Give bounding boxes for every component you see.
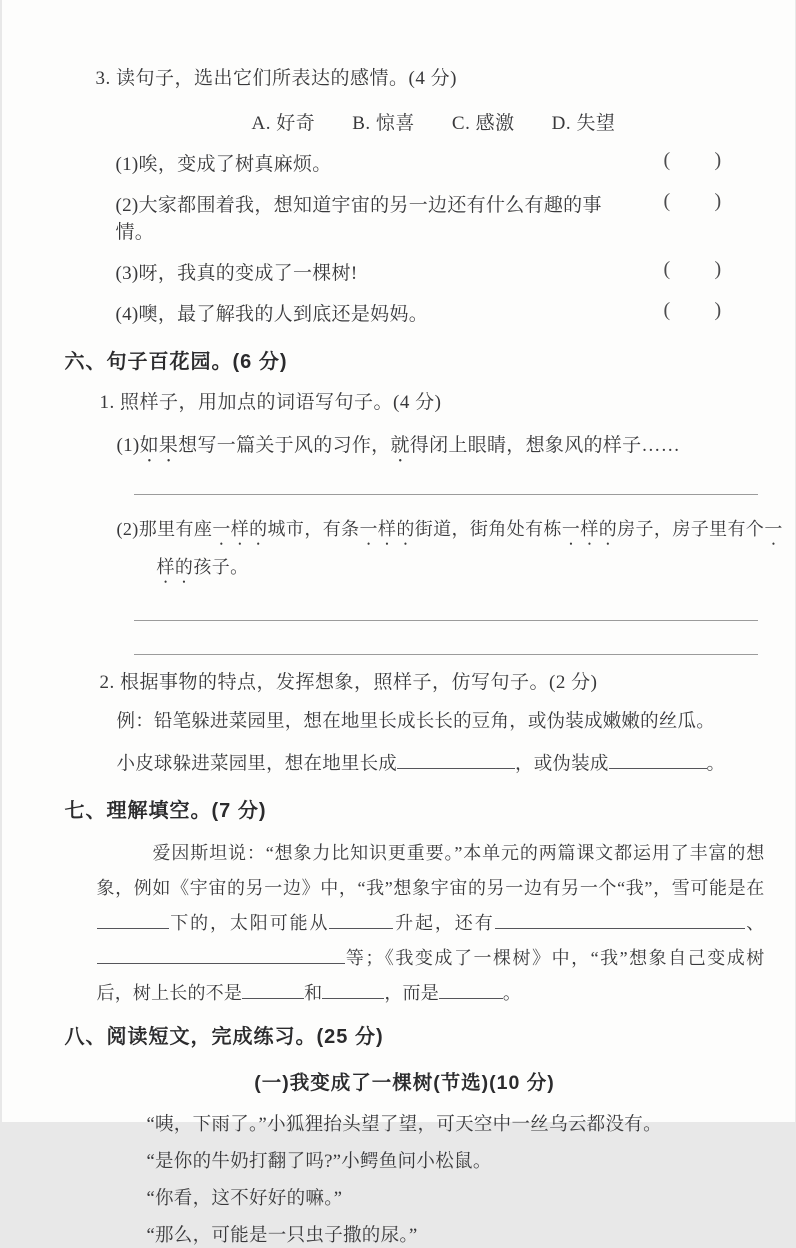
fill-blank [329, 910, 393, 930]
sentence-text: 孩子。 [193, 557, 248, 577]
section-eight-header: 八、阅读短文，完成练习。(25 分) [65, 1025, 759, 1050]
sentence-marker: (1) [117, 435, 140, 456]
reading-paragraph: “是你的牛奶打翻了吗?”小鳄鱼问小松鼠。 [147, 1151, 759, 1174]
bracket-close: ) [715, 149, 722, 172]
sentence-text: 街道，街角处有栋 [415, 519, 562, 539]
sentence-text: 房子，房子里有个 [617, 519, 764, 539]
section-six-q2-header: 2. 根据事物的特点，发挥想象，照样子，仿写句子。(2 分) [100, 670, 759, 695]
bracket-open: ( [664, 299, 671, 322]
section-seven-header: 七、理解填空。(7 分) [65, 799, 759, 824]
answer-line [134, 654, 758, 655]
sentence-text: 。 [707, 754, 726, 774]
answer-brackets [664, 258, 722, 281]
bracket-open: ( [664, 258, 671, 281]
item-text: (2)大家都围着我，想知道宇宙的另一边还有什么有趣的事情。 [116, 195, 602, 243]
fill-blank [495, 910, 745, 930]
fill-blank [439, 980, 503, 1000]
answer-brackets [664, 149, 722, 172]
question-3-options [252, 108, 759, 135]
question-3-item-1 [116, 149, 759, 176]
bracket-open: ( [664, 190, 671, 213]
paragraph-text: 和 [304, 983, 322, 1003]
bracket-close: ) [715, 299, 722, 322]
section-six-q1-header: 1. 照样子，用加点的词语写句子。(4 分) [100, 390, 759, 415]
paragraph-text: 爱因斯坦说：“想象力比知识更重要。”本单元的两篇课文都运用了丰富的想象，例如《宇宙的另一边》中，“我”想象宇宙的另一边有另一个“我”，雪可能是在 [97, 843, 765, 898]
paragraph-text: 。 [503, 983, 521, 1003]
fill-blank [322, 980, 384, 1000]
item-text: (4)噢，最了解我的人到底还是妈妈。 [116, 304, 429, 325]
question-3-header: 3. 读句子，选出它们所表达的感情。(4 分) [96, 66, 759, 91]
dotted-word: 一样的 [562, 519, 617, 539]
question-3-item-4 [116, 299, 759, 326]
dotted-word: 就 [390, 435, 409, 456]
sentence-2-with-dotted-words [117, 511, 796, 587]
sentence-1-with-dotted-words [117, 431, 759, 467]
paragraph-text: ，而是 [384, 983, 439, 1003]
question-3-item-2 [116, 190, 759, 244]
fill-in-sentence [117, 749, 759, 777]
item-text: (1)唉，变成了树真麻烦。 [116, 154, 332, 175]
sentence-marker: (2) [117, 519, 139, 539]
answer-line [134, 494, 758, 495]
question-3-item-3 [116, 258, 759, 285]
worksheet-page [2, 0, 795, 1122]
sentence-text: 想写一篇关于风的习作， [178, 435, 390, 456]
fill-blank [609, 749, 707, 769]
option-c: C. 感激 [452, 108, 515, 135]
dotted-word: 一样的 [360, 519, 415, 539]
sentence-text: 城市，有条 [268, 519, 360, 539]
fill-blank [97, 910, 169, 930]
sentence-text: 小皮球躲进菜园里，想在地里长成 [117, 754, 398, 774]
option-b: B. 惊喜 [352, 108, 415, 135]
sentence-text: 得闭上眼睛，想象风的样子…… [410, 435, 680, 456]
reading-paragraph: “咦，下雨了。”小狐狸抬头望了望，可天空中一丝乌云都没有。 [147, 1114, 759, 1137]
reading-paragraph: “你看，这不好好的嘛。” [147, 1188, 759, 1211]
example-sentence: 例：铅笔躲进菜园里，想在地里长成长长的豆角，或伪装成嫩嫩的丝瓜。 [117, 710, 759, 735]
reading-passage-title: (一)我变成了一棵树(节选)(10 分) [65, 1067, 745, 1095]
answer-brackets [664, 299, 722, 322]
option-a: A. 好奇 [252, 108, 316, 135]
paragraph-text: 下的，太阳可能从 [169, 913, 330, 933]
bracket-close: ) [715, 258, 722, 281]
fill-blank [97, 945, 345, 965]
answer-line [134, 620, 758, 621]
paragraph-text: 等；《我变成了一棵树》中，“我”想象自己变成树后，树上长的不是 [97, 948, 765, 1003]
bracket-open: ( [664, 149, 671, 172]
sentence-text: 那里有座 [139, 519, 213, 539]
fill-blank [397, 749, 515, 769]
dotted-word: 一样的 [212, 519, 267, 539]
section-six-header: 六、句子百花园。(6 分) [65, 350, 759, 375]
cloze-paragraph [97, 836, 765, 1011]
sentence-text: ，或伪装成 [515, 754, 609, 774]
reading-paragraph: “那么，可能是一只虫子撒的尿。” [147, 1225, 759, 1248]
paragraph-text: 、 [745, 913, 765, 933]
item-text: (3)呀，我真的变成了一棵树! [116, 263, 358, 284]
dotted-word: 如果 [140, 435, 179, 456]
bracket-close: ) [715, 190, 722, 213]
paragraph-text: 升起，还有 [393, 913, 494, 933]
option-d: D. 失望 [552, 108, 616, 135]
answer-brackets [664, 190, 722, 213]
fill-blank [242, 980, 304, 1000]
dotted-word: 一样的 [157, 519, 783, 577]
